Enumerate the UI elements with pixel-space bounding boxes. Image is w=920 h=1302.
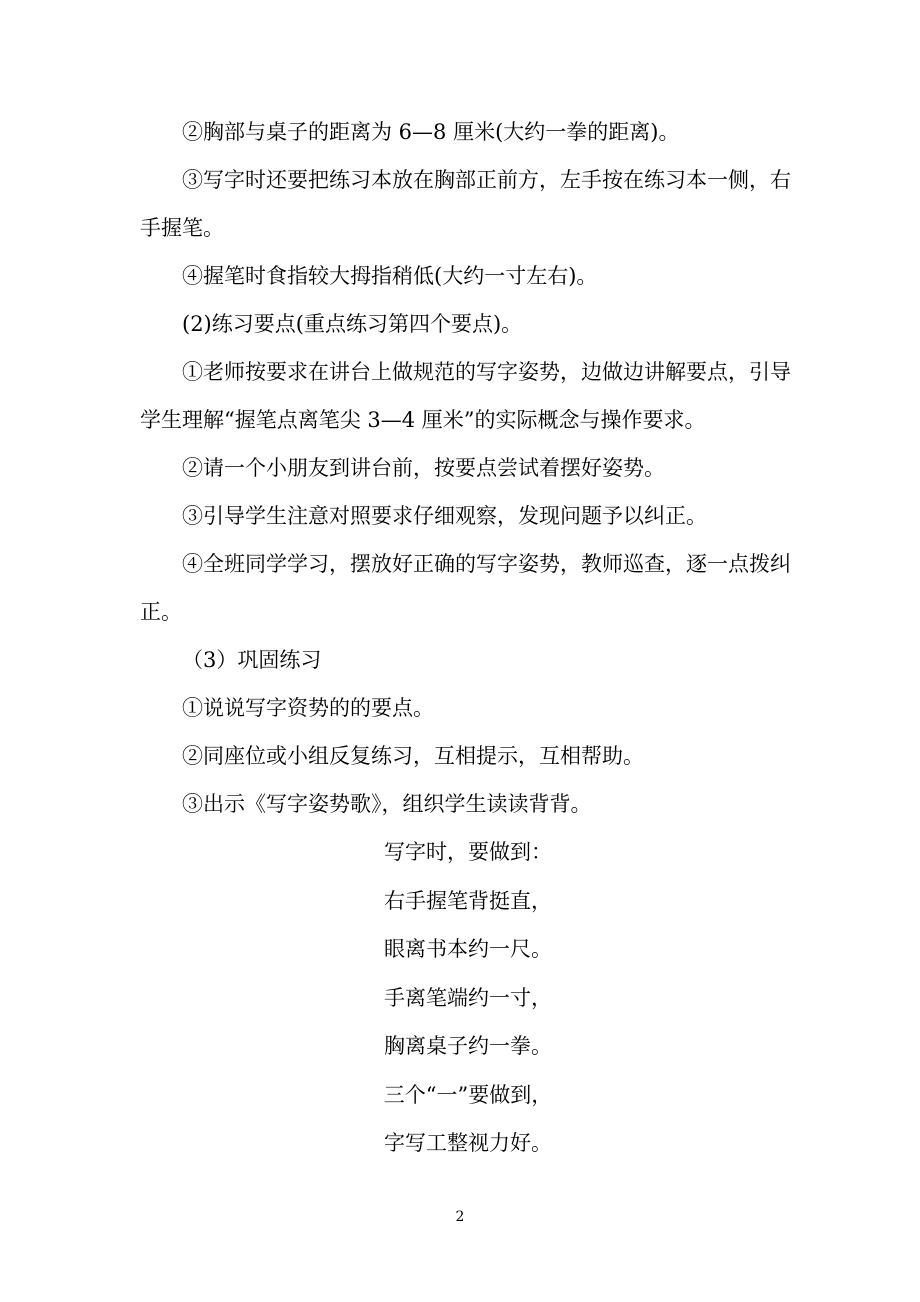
writing-posture-song — [140, 828, 792, 1168]
poem-line: 胸离桌子约一拳。 — [384, 1034, 552, 1058]
paragraph-practice-points-heading: (2)练习要点(重点练习第四个要点)。 — [182, 312, 523, 336]
paragraph-observe-correct: ③引导学生注意对照要求仔细观察，发现问题予以纠正。 — [182, 504, 707, 528]
document-body — [140, 108, 792, 1168]
poem-line: 字写工整视力好。 — [384, 1131, 552, 1155]
paragraph-chest-distance: ②胸部与桌子的距离为 6—8 厘米(大约一拳的距离)。 — [182, 120, 680, 144]
poem-line: 写字时，要做到： — [384, 840, 552, 864]
page-number: 2 — [455, 1209, 465, 1225]
paragraph-say-points: ①说说写字资势的的要点。 — [182, 696, 434, 720]
paragraph-notebook-position: ③写字时还要把练习本放在胸部正前方，左手按在练习本一侧，右手握笔。 — [140, 168, 791, 240]
poem-line: 三个“一”要做到， — [383, 1082, 553, 1107]
paragraph-consolidation-heading: （3）巩固练习 — [182, 648, 322, 672]
poem-line: 右手握笔背挺直， — [384, 888, 552, 913]
poem-line: 眼离书本约一尺。 — [384, 937, 552, 961]
poem-line: 手离笔端约一寸， — [384, 985, 552, 1010]
paragraph-pair-practice: ②同座位或小组反复练习，互相提示，互相帮助。 — [182, 744, 644, 768]
paragraph-show-song: ③出示《写字姿势歌》，组织学生读读背背。 — [182, 792, 592, 816]
paragraph-finger-position: ④握笔时食指较大拇指稍低(大约一寸左右)。 — [182, 264, 598, 288]
paragraph-teacher-demo: ①老师按要求在讲台上做规范的写字姿势，边做边讲解要点，引导学生理解“握笔点离笔尖 3—4 厘米”的实际概念与操作要求。 — [140, 360, 791, 432]
paragraph-whole-class: ④全班同学学习，摆放好正确的写字姿势，教师巡查，逐一点拨纠正。 — [140, 552, 791, 624]
paragraph-student-try: ②请一个小朋友到讲台前，按要点尝试着摆好姿势。 — [182, 456, 665, 480]
